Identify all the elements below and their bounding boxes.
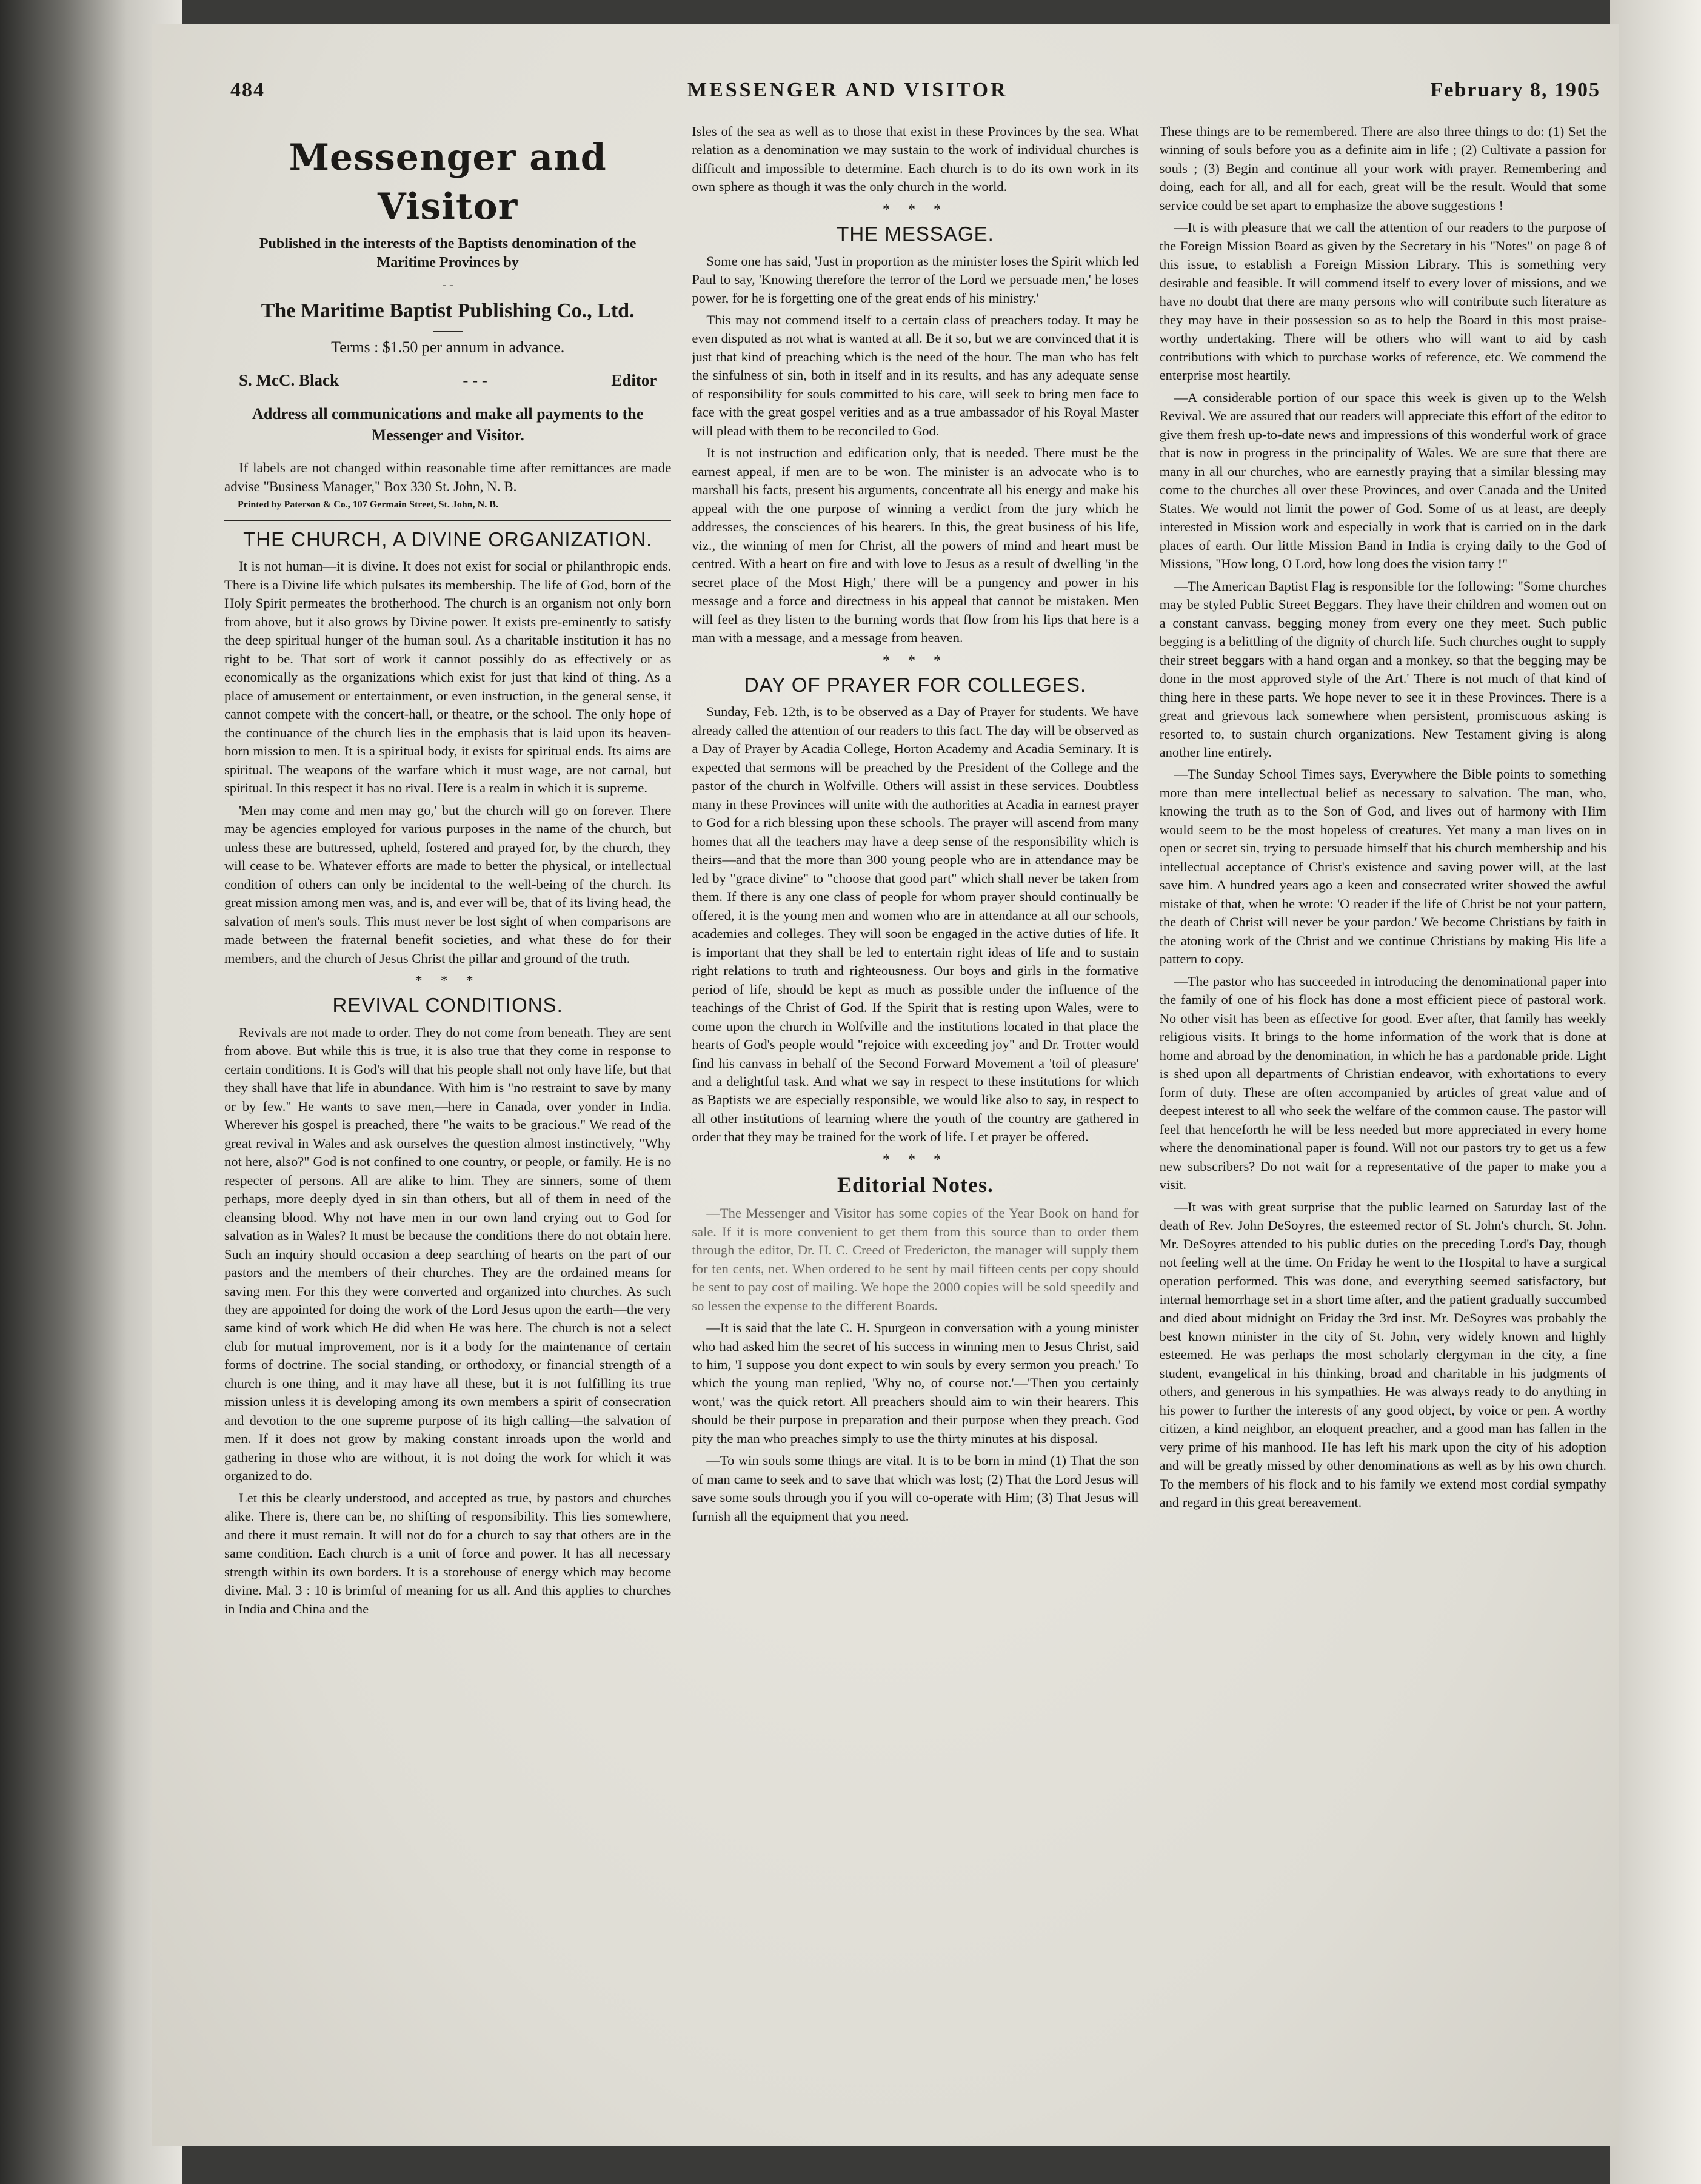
subscription-terms: Terms : $1.50 per annum in advance. xyxy=(331,338,565,357)
masthead-dash: - - xyxy=(442,278,453,292)
article-paragraph: —It was with great surprise that the public learned on Saturday last of the death of Rev. John DeSoyres, the esteemed rector of St. John's church, St. John. Mr. DeSoyres attended to his public duties on the preceding Lord's Day, though not feeling well at the time. On Friday he went to the Hospital to have a surgical operation performed. This was done, and everything seemed satisfactory, but internal hemorrhage set in a short time after, and the patient gradually succumbed and died about midnight on Friday the 3rd inst. Mr. DeSoyres was probably the best known minister in the city of St. John, very widely known and highly esteemed. He was perhaps the most scholarly clergyman in the city, a fine student, evangelical in his thinking, broad and charitable in his judgments of others, and generous in his sympathies. He was always ready to do anything in his power to further the interests of any good object, by voice or pen. A worthy citizen, a kind neighbor, an eloquent preacher, and a good man has fallen in the very prime of his manhood. He has left his mark upon the city of his adoption and will be greatly missed by other denominations as well as by his own church. To the members of his flock and to his family we extend most cordial sympathy and regard in this great bereavement. xyxy=(1159,1199,1606,1510)
article-heading-revival: REVIVAL CONDITIONS. xyxy=(332,994,563,1017)
short-rule xyxy=(433,331,463,332)
article-paragraph: —The Sunday School Times says, Everywhere the Bible points to something more than mere intellectual belief as necessary to salvation. The man, who, knowing the truth as to the Son of God, and lives out of harmony with Him would seem to be the most hopeless of creatures. Yet many a man lives on in open or secret sin, trying to persuade himself that his church membership and his intellectual acceptance of Christ's existence and saving power will, at the last save him. A hundred years ago a keen and consecrated writer showed the awful mistake of that, when he wrote: 'O reader if the life of Christ be not your pattern, the death of Christ will never be your pardon.' We become Christians by faith in the atoning work of the Christ and we continue Christians by making His life a pattern to copy. xyxy=(1159,766,1606,967)
section-separator: * * * xyxy=(882,1151,948,1168)
article-heading-message: THE MESSAGE. xyxy=(837,222,994,245)
labels-notice: If labels are not changed within reasonable time after remittances are made advise "Business Manager," Box 330 St. John, N. B. xyxy=(224,460,672,495)
article-paragraph: —The pastor who has succeeded in introducing the denominational paper into the family of one of his flock has done a most efficient piece of pastoral work. No other visit has been as effective for good. Ever after, that family has weekly religious visits. It brings to the home information of the work that is done at home and abroad by the denomination, in which he has a pardonable pride. Light is shed upon all departments of Christian endeavor, with exhortations to every form of duty. These are often accompanied by articles of great value and of deepest interest to all who seek the welfare of the common cause. The pastor will feel that henceforth he will be less needed but more appreciated in every home where the denominational paper is found. Will not our pastors try to get us a few new subscribers? Do not wait for a representative of the paper to make you a visit. xyxy=(1159,973,1606,1193)
section-rule xyxy=(224,520,671,521)
article-paragraph: —The Messenger and Visitor has some copies of the Year Book on hand for sale. If it is more convenient to get them from this source than to order them through the editor, Dr. H. C. Creed of Fredericton, the manager will supply them for ten cents, net. When ordered to be sent by mail fifteen cents per copy should be sent to pay cost of mailing. We hope the 2000 copies will be sold speedily and so lessen the expense to the different Boards. xyxy=(692,1205,1139,1313)
columns xyxy=(224,122,1606,2152)
editor-name: S. McC. Black xyxy=(239,371,339,390)
column-1 xyxy=(224,122,671,2152)
article-paragraph: Revivals are not made to order. They do not come from beneath. They are sent from above. But while this is true, it is also true that they come in response to certain conditions. It is God's will that his people shall not only have life, but that they shall have that life in abundance. With him is "no restraint to save by many or by few." He wants to save men,—here in Canada, over yonder in India. Wherever his gospel is preached, there "he waits to be gracious." We read of the great revival in Wales and ask ourselves the question almost instinctively, "Why not here, also?" God is not confined to one country, or people, or family. He is no respecter of persons. All are alike to him. They are sinners, some of them perhaps, more deeply dyed in sin than others, but all of them in need of the cleansing blood. Why not have men in our own land crying out to God for salvation as in Wales? It must be because the conditions there do not obtain here. Such an inquiry should occasion a deep searching of hearts on the part of our pastors and the members of their churches. They are the ordained means for saving men. For this they were converted and organized into churches. As such they are appointed for doing the work of the Lord Jesus upon the earth—the very same kind of work which He did when He was here. The church is not a select club for mutual improvement, nor is it a body for the maintenance of certain forms of doctrine. The social standing, or orthodoxy, or financial strength of a church is one thing, and it may have all these, but it is not fulfilling its true mission unless it is developing among its own members a spirit of consecration and devotion to the one supreme purpose of its high calling—the salvation of men. If it does not grow by making constant inroads upon the world and gathering in those who are without, it is not doing the work for which it was organized to do. xyxy=(224,1024,672,1484)
article-paragraph: Some one has said, 'Just in proportion as the minister loses the Spirit which led Paul to say, 'Knowing therefore the terror of the Lord we persuade men,' he loses power, for he is forgetting one of the great ends of his ministry.' xyxy=(692,253,1139,306)
article-paragraph: It is not human—it is divine. It does not exist for social or philanthropic ends. There is a Divine life which pulsates its membership. The life of God, born of the Holy Spirit permeates the brotherhood. The church is an organism not only born from above, but it also grows by Divine power. It exists pre-eminently to satisfy the deep spiritual hunger of the human soul. As a charitable institution it has no right to be. That sort of work it cannot possibly do as effectively or as economically as the organizations which exist for just that kind of thing. As a place of amusement or entertainment, or even instruction, in the general sense, it cannot compete with the concert-hall, or theatre, or the school. The only hope of the continuance of the church lies in the emphasis that is laid upon its heaven-born mission to men. It is a spiritual body, it exists for spiritual ends. Its aims are spiritual. The weapons of the warfare which it must wage, are not carnal, but spiritual. In this respect it has no rival. Here is a realm in which it is supreme. xyxy=(224,558,672,796)
scan-border-right xyxy=(1610,0,1701,2184)
section-separator: * * * xyxy=(882,201,948,218)
newspaper-page xyxy=(224,79,1606,2152)
section-separator: * * * xyxy=(882,652,948,669)
article-paragraph: It is not instruction and edification only, that is needed. There must be the earnest appeal, if men are to be won. The minister is an advocate who is to marshall his facts, present his arguments, concentrate all his energy and make his appeal with the one purpose of winning a verdict from the jury which he addresses, the consciences of his hearers. In this, the great business of his life, viz., the winning of men for Christ, all the powers of mind and heart must be centred. With a heart on fire and with love to Jesus as a result of dwelling 'in the secret place of the Most High,' there will be a pungency and power in his message and a force and directness in his appeal that cannot be mistaken. Men will feel as they listen to the burning words that flow from his lips that here is a man with a message, and a message from heaven. xyxy=(692,445,1139,646)
page-number: 484 xyxy=(230,79,265,101)
masthead-subtitle: Published in the interests of the Baptists denomination of the Maritime Provinces by xyxy=(259,235,637,270)
editor-dashes: - - - xyxy=(463,371,487,390)
article-paragraph: This may not commend itself to a certain class of preachers today. It may be even disputed as not what is wanted at all. Be it so, but we are convinced that it is just that kind of preaching which is the need of the hour. The man who has felt the sinfulness of sin, both in itself and in its results, and has any adequate sense of responsibility for souls committed to his care, will seek to bring men face to face with the great gospel verities and as a true ambassador of his Royal Master will plead with them to be reconciled to God. xyxy=(692,312,1139,438)
article-paragraph: —To win souls some things are vital. It is to be born in mind (1) That the son of man came to seek and to save that which was lost; (2) That the Lord Jesus will save some souls through you if you will co-operate with Him; (3) That Jesus will furnish all the equipment that you need. xyxy=(692,1453,1139,1524)
masthead-title: Messenger and Visitor xyxy=(289,136,607,229)
article-paragraph: —A considerable portion of our space this week is given up to the Welsh Revival. We are assured that our readers will appreciate this effort of the editor to give them fresh up-to-date news and impressions of this wonderful work of grace that is now in progress in the principality of Wales. We are sure that there are many in all our churches, who are earnestly praying that a similar blessing may come to the churches all over these Provinces, and over Canada and the United States. We would not limit the power of God. Some of us at least, are deeply interested in Mission work and especially in work that is carried on in the dark places of earth. Our little Mission Band in India is crying daily to the God of Missions, "How long, O Lord, how long does the vision tarry !" xyxy=(1159,389,1606,572)
article-heading-prayer: DAY OF PRAYER FOR COLLEGES. xyxy=(744,673,1087,696)
column-3 xyxy=(1160,122,1606,2152)
article-paragraph: Let this be clearly understood, and accepted as true, by pastors and churches alike. There is, there can be, no shifting of responsibility. This lies somewhere, and there it must remain. It will not do for a church to say that others are in the same condition. Each church is a unit of force and power. It has all necessary strength within its own borders. It is a storehouse of energy which may become divine. Mal. 3 : 10 is brimful of meaning for us all. And this applies to churches in India and China and the xyxy=(224,1490,672,1616)
editor-line xyxy=(239,369,657,392)
publisher-name: The Maritime Baptist Publishing Co., Ltd. xyxy=(261,300,635,323)
paper-title: MESSENGER AND VISITOR xyxy=(687,79,1008,101)
section-separator: * * * xyxy=(415,973,481,990)
address-notice: Address all communications and make all payments to the Messenger and Visitor. xyxy=(252,404,644,444)
article-paragraph: Isles of the sea as well as to those that exist in these Provinces by the sea. What relation as a denomination we may sustain to the work of individual churches is difficult and impossible to determine. Each church is to do its own work in its own sphere as though it was the only church in the world. xyxy=(692,124,1139,195)
issue-date: February 8, 1905 xyxy=(1430,79,1600,101)
article-heading-church: THE CHURCH, A DIVINE ORGANIZATION. xyxy=(243,528,653,551)
column-2 xyxy=(692,122,1138,2152)
printer-credit: Printed by Paterson & Co., 107 Germain Street, St. John, N. B. xyxy=(238,500,498,511)
editor-label: Editor xyxy=(611,371,657,390)
article-paragraph: —The American Baptist Flag is responsible for the following: "Some churches may be styled Public Street Beggars. They have their children and women out on a constant canvass, begging money from every one they meet. Such public begging is a belittling of the dignity of church life. Such churches ought to supply their street beggars with a hand organ and a monkey, so that the begging may be done in the most approved style of the Art.' There is not much of that kind of thing here in these parts. We hope never to see it in these Provinces. There is a great and grievous lack somewhere when persistent, promiscuous asking is resorted to, to sustain church organizations. New Testament giving is along another line entirely. xyxy=(1159,578,1606,760)
article-paragraph: These things are to be remembered. There are also three things to do: (1) Set the winning of souls before you as a definite aim in life ; (2) Cultivate a passion for souls ; (3) Begin and continue all your work with prayer. Remembering and doing, each for all, and all for each, great will be the result. Would that some service could be set apart to emphasize the above suggestions ! xyxy=(1159,124,1606,213)
article-paragraph: Sunday, Feb. 12th, is to be observed as a Day of Prayer for students. We have already called the attention of our readers to this fact. The day will be observed as a Day of Prayer by Acadia College, Horton Academy and Acadia Seminary. It is expected that sermons will be preached by the President of the College and the pastor of the church in Wolfville. Others will assist in these services. Doubtless many in these Provinces will unite with the authorities at Acadia in earnest prayer to God for a rich blessing upon these schools. The prayer will ascend from many homes that all the teachers may have a deep sense of the responsibility which is theirs—and that the more than 300 young people who are in attendance may be led by "grace divine" to "choose that good part" which shall never be taken from them. If there is any one class of people for whom prayer should continually be offered, it is the young men and women who are in attendance at all our schools, academies and colleges. They will soon be engaged in the active duties of life. It is important that they shall be led to entertain right ideas of life and to sustain right relations to truth and righteousness. Our boys and girls in the formative period of life, should be kept as much as possible under the influence of the teachings of the Christ of God. If the Spirit that is resting upon Wales, were to come upon the church in Wolfville and the institutions located in that place the hearts of God's people would "rejoice with exceeding joy" and Dr. Trotter would find his canvass in behalf of the Second Forward Movement a 'toil of pleasure' and a delightful task. And what we say in respect to these institutions for which as Baptists we are especially responsible, we would like also to say, in respect to all other institutions of learning where the youth of the country are gathered in order that they may be trained for the work of life. Let prayer be offered. xyxy=(692,704,1139,1145)
article-paragraph: —It is said that the late C. H. Spurgeon in conversation with a young minister who had asked him the secret of his success in winning men to Jesus Christ, said to him, 'I suppose you dont expect to win souls by every sermon you preach.' To which the young man replied, 'Why no, of course not.'—'Then you certainly wont,' was the quick retort. All preachers should aim to win their hearers. This should be their purpose in preparation and their purpose when they preach. God pity the man who preaches simply to use the thirty minutes at his disposal. xyxy=(692,1320,1139,1446)
article-paragraph: —It is with pleasure that we call the attention of our readers to the purpose of the Foreign Mission Board as given by the Secretary in his "Notes" on page 8 of this issue, to establish a Foreign Mission Library. This is something very desirable and feasible. It will commend itself to every lover of missions, and we have no doubt that there are many persons who will contribute such literature as they may have in their possession so as to help the Board in this most praise-worthy undertaking. There will be others who will want to aid by cash contributions with which to purchase works of reference, etc. We commend the enterprise most heartily. xyxy=(1159,219,1606,383)
running-head xyxy=(224,79,1606,109)
article-paragraph: 'Men may come and men may go,' but the church will go on forever. There may be agencies employed for various purposes in the name of the church, but unless these are buttressed, upheld, fostered and prayed for, by the church, they will cease to be. Whatever efforts are made to better the physical, or intellectual condition of others can only be incidental to the well-being of the church. Its great mission among men was, and is, and ever will be, that of its living head, the salvation of men's souls. This must never be lost sight of when comparisons are made between the fraternal benefit societies, and what these do for their members, and the church of Jesus Christ the pillar and ground of the truth. xyxy=(224,802,672,966)
article-heading-editorial: Editorial Notes. xyxy=(837,1172,994,1197)
